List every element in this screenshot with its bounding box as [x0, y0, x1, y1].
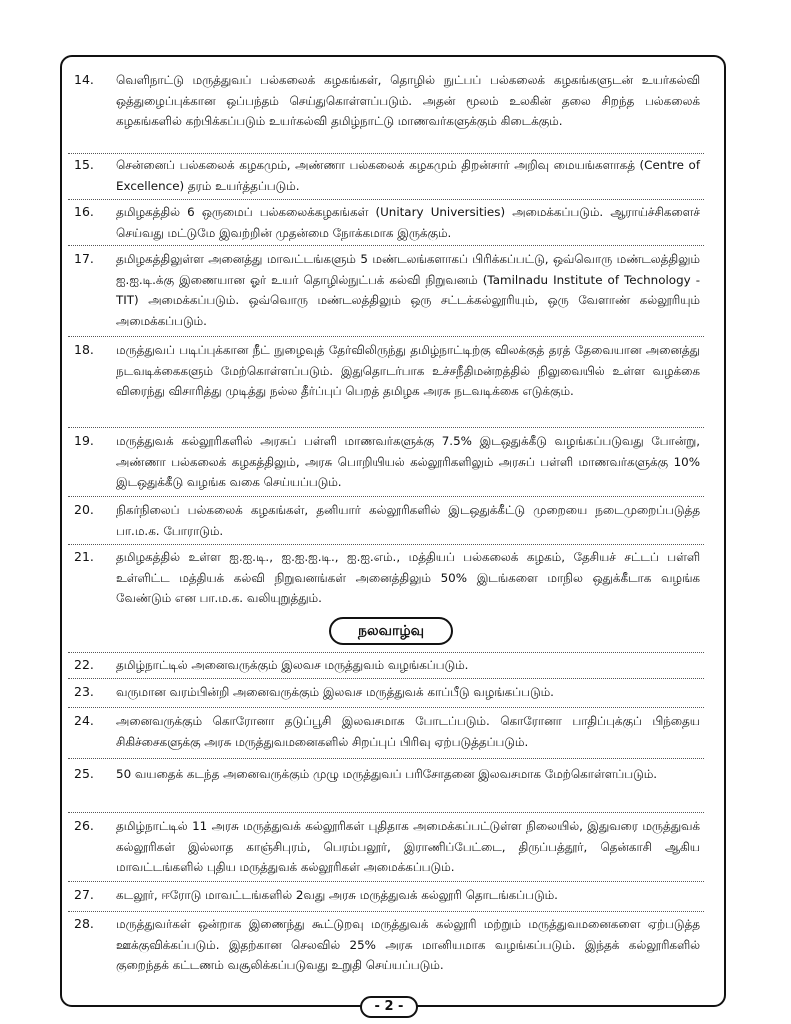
item-number: 25. [74, 766, 94, 781]
divider [68, 153, 704, 154]
item-number: 16. [74, 204, 94, 219]
item-number: 17. [74, 251, 94, 266]
divider [68, 245, 704, 246]
divider [68, 911, 704, 912]
item-number: 14. [74, 72, 94, 87]
item-number: 21. [74, 549, 94, 564]
item-text: தமிழகத்தில் 6 ஒருமைப் பல்கலைக்கழகங்கள் (Unitary Universities) அமைக்கப்படும். ஆராய்ச்சிகளைச் செய்வது மட்டுமே இவற்றின் முதன்மை நோக்கமாக இருக்கும். [116, 205, 700, 240]
list-item-28 [74, 914, 700, 976]
divider [68, 707, 704, 708]
item-number: 28. [74, 916, 94, 931]
item-text: நிகர்நிலைப் பல்கலைக் கழகங்கள், தனியார் கல்லூரிகளில் இடஒதுக்கீட்டு முறையை நடைமுறைப்படுத்த பா.ம.க. போராடும். [116, 503, 700, 538]
list-item-20 [74, 500, 700, 541]
list-item-18 [74, 340, 700, 402]
item-text: சென்னைப் பல்கலைக் கழகமும், அண்ணா பல்கலைக் கழகமும் திறன்சார் அறிவு மையங்களாகத் (Centre of Excellence) தரம் உயர்த்தப்படும். [116, 158, 700, 193]
item-text: மருத்துவக் கல்லூரிகளில் அரசுப் பள்ளி மாணவர்களுக்கு 7.5% இடஒதுக்கீடு வழங்கப்படுவது போன்று, அண்ணா பல்கலைக் கழகத்திலும், அரசு பொறியியல் கல்லூரிகளிலும் அரசுப் பள்ளி மாணவர்களுக்கு 10% இடஒதுக்கீடு வழங்க வகை செய்யப்படும். [116, 434, 700, 489]
divider [68, 812, 704, 813]
item-text: மருத்துவர்கள் ஒன்றாக இணைந்து கூட்டுறவு மருத்துவக் கல்லூரி மற்றும் மருத்துவமனைகளை ஏற்படுத்த ஊக்குவிக்கப்படும். இதற்கான செலவில் 25% அரசு மானியமாக வழங்கப்படும். இந்தக் கல்லூரிகளில் குறைந்தக் கட்டணம் வசூலிக்கப்படுவது உறுதி செய்யப்படும். [116, 917, 700, 972]
section-heading: நலவாழ்வு [329, 617, 453, 645]
list-item-15 [74, 155, 700, 196]
item-number: 27. [74, 887, 94, 902]
divider [68, 496, 704, 497]
item-text: தமிழ்நாட்டில் அனைவருக்கும் இலவச மருத்துவம் வழங்கப்படும். [116, 658, 469, 672]
list-item-22 [74, 655, 700, 676]
item-number: 15. [74, 157, 94, 172]
list-item-21 [74, 547, 700, 609]
divider [68, 199, 704, 200]
list-item-26 [74, 816, 700, 878]
item-text: தமிழகத்திலுள்ள அனைத்து மாவட்டங்களும் 5 மண்டலங்களாகப் பிரிக்கப்பட்டு, ஒவ்வொரு மண்டலத்திலும் ஐ.ஐ.டி.க்கு இணையான ஓர் உயர் தொழில்நுட்பக் கல்வி நிறுவனம் (Tamilnadu Institute of Technology - TIT) அமைக்கப்படும். ஒவ்வொரு மண்டலத்திலும் ஒரு சட்டக்கல்லூரியும், ஒரு வேளாண் கல்லூரியும் அமைக்கப்படும். [116, 252, 700, 328]
list-item-19 [74, 431, 700, 493]
divider [68, 758, 704, 759]
item-number: 18. [74, 342, 94, 357]
item-text: தமிழகத்தில் உள்ள ஐ.ஐ.டி., ஐ.ஐ.ஐ.டி., ஐ.ஐ.எம்., மத்தியப் பல்கலைக் கழகம், தேசியச் சட்டப் பள்ளி உள்ளிட்ட மத்தியக் கல்வி நிறுவனங்கள் அனைத்திலும் 50% இடங்களை மாநில ஒதுக்கீடாக வழங்க வேண்டும் என பா.ம.க. வலியுறுத்தும். [116, 550, 700, 605]
item-text: வெளிநாட்டு மருத்துவப் பல்கலைக் கழகங்கள், தொழில் நுட்பப் பல்கலைக் கழகங்களுடன் உயர்கல்வி ஒத்துழைப்புக்கான ஒப்பந்தம் செய்துகொள்ளப்படும். அதன் மூலம் உலகின் தலை சிறந்த பல்கலைக் கழகங்களில் கற்பிக்கப்படும் உயர்கல்வி தமிழ்நாட்டு மாணவர்களுக்கும் கிடைக்கும். [116, 73, 700, 128]
item-text: 50 வயதைக் கடந்த அனைவருக்கும் முழு மருத்துவப் பரிசோதனை இலவசமாக மேற்கொள்ளப்படும். [116, 767, 658, 781]
divider [68, 427, 704, 428]
list-item-25 [74, 764, 700, 785]
item-number: 20. [74, 502, 94, 517]
list-item-24 [74, 711, 700, 752]
list-item-23 [74, 682, 700, 703]
item-text: மருத்துவப் படிப்புக்கான நீட் நுழைவுத் தேர்விலிருந்து தமிழ்நாட்டிற்கு விலக்குத் தரத் தேவையான அனைத்து நடவடிக்கைகளும் மேற்கொள்ளப்படும். இதுதொடர்பாக உச்சநீதிமன்றத்தில் நிலுவையில் உள்ள வழக்கை விரைந்து விசாரித்து முடித்து நல்ல தீர்ப்புப் பெறத் தமிழக அரசு நடவடிக்கை எடுக்கும். [116, 343, 700, 398]
divider [68, 881, 704, 882]
item-text: தமிழ்நாட்டில் 11 அரசு மருத்துவக் கல்லூரிகள் புதிதாக அமைக்கப்பட்டுள்ள நிலையில், இதுவரை மருத்துவக் கல்லூரிகள் இல்லாத காஞ்சிபுரம், பெரம்பலூர், இராணிப்பேட்டை, திருப்பத்தூர், தென்காசி ஆகிய மாவட்டங்களில் புதிய மருத்துவக் கல்லூரிகள் அமைக்கப்படும். [116, 819, 700, 874]
list-item-17 [74, 249, 700, 331]
item-number: 26. [74, 818, 94, 833]
list-item-27 [74, 885, 700, 906]
divider [68, 544, 704, 545]
item-number: 24. [74, 713, 94, 728]
list-item-14 [74, 70, 700, 132]
divider [68, 652, 704, 653]
item-text: அனைவருக்கும் கொரோனா தடுப்பூசி இலவசமாக போடப்படும். கொரோனா பாதிப்புக்குப் பிந்தைய சிகிச்சைகளுக்கு அரசு மருத்துவமனைகளில் சிறப்புப் பிரிவு ஏற்படுத்தப்படும். [116, 714, 700, 749]
item-number: 22. [74, 657, 94, 672]
item-number: 23. [74, 684, 94, 699]
divider [68, 336, 704, 337]
item-text: கடலூர், ஈரோடு மாவட்டங்களில் 2வது அரசு மருத்துவக் கல்லூரி தொடங்கப்படும். [116, 888, 558, 902]
list-item-16 [74, 202, 700, 243]
page-number: - 2 - [360, 996, 418, 1018]
item-text: வருமான வரம்பின்றி அனைவருக்கும் இலவச மருத்துவக் காப்பீடு வழங்கப்படும். [116, 685, 554, 699]
item-number: 19. [74, 433, 94, 448]
divider [68, 678, 704, 679]
